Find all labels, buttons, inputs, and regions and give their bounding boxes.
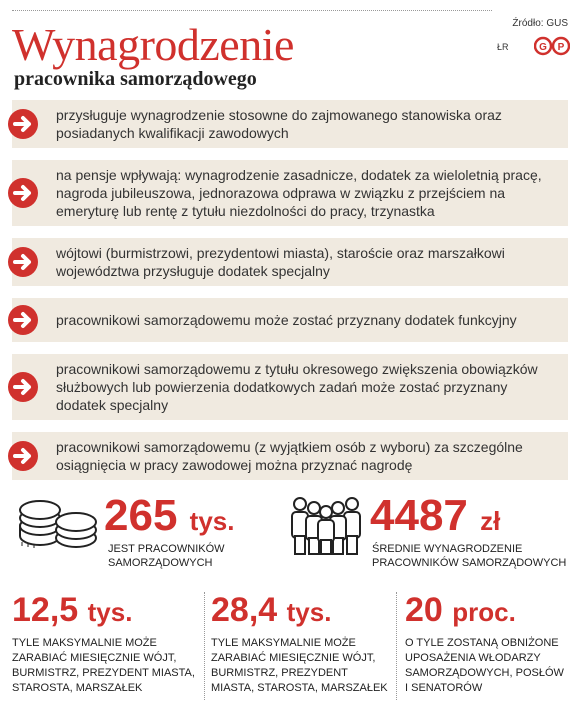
list-item-text: przysługuje wynagrodzenie stosowne do zajmowanego stanowiska oraz posiadanych kwalifikacji zawodowych <box>56 107 502 141</box>
stat-value: 12,5 tys. <box>12 591 133 629</box>
info-list <box>12 100 568 492</box>
stat-desc: TYLE MAKSYMALNIE MOŻE ZARABIAĆ MIESIĘCZNIE WÓJT, BURMISTRZ, PREZYDENT MIASTA, STAROSTA, MARSZAŁEK <box>12 637 195 694</box>
workers-desc: JEST PRACOWNIKÓW SAMORZĄDOWYCH <box>108 543 225 569</box>
arrow-right-icon <box>6 176 40 210</box>
list-item <box>12 432 568 480</box>
list-item <box>12 160 568 226</box>
stat-desc: O TYLE ZOSTANĄ OBNIŻONE UPOSAŻENIA WŁODARZY SAMORZĄDOWYCH, POSŁÓW I SENATORÓW <box>405 637 564 694</box>
list-item <box>12 100 568 148</box>
list-item <box>12 238 568 286</box>
coins-icon <box>16 496 100 552</box>
bottom-stats <box>12 592 568 702</box>
author-credit: ŁR <box>497 42 509 52</box>
workers-count: 265 tys. <box>104 491 235 540</box>
arrow-right-icon <box>6 439 40 473</box>
list-item-text: wójtowi (burmistrzowi, prezydentowi miasta), staroście oraz marszałkowi województwa przysługuje dodatek specjalny <box>56 245 505 279</box>
page-subtitle: pracownika samorządowego <box>14 68 257 90</box>
stat-value: 28,4 tys. <box>211 591 332 629</box>
arrow-right-icon <box>6 370 40 404</box>
list-item-text: pracownikowi samorządowemu z tytułu okresowego zwiększenia obowiązków służbowych lub powierzenia dodatkowych zadań może zostać przyznany dodatek specjalny <box>56 361 538 413</box>
list-item <box>12 298 568 342</box>
source-label: Źródło: GUS <box>512 18 568 29</box>
salary-desc: ŚREDNIE WYNAGRODZENIE PRACOWNIKÓW SAMORZĄDOWYCH <box>372 543 567 569</box>
salary-value: 4487 zł <box>370 491 501 540</box>
stat-column <box>204 592 390 700</box>
people-icon <box>286 494 366 556</box>
list-item-text: pracownikowi samorządowemu może zostać przyznany dodatek funkcyjny <box>56 312 517 328</box>
stats-row <box>12 488 568 584</box>
stat-value: 20 proc. <box>405 591 516 629</box>
svg-text:P: P <box>557 42 565 53</box>
top-rule <box>12 10 492 11</box>
arrow-right-icon <box>6 245 40 279</box>
list-item <box>12 354 568 420</box>
stat-column <box>396 592 568 700</box>
page-title: Wynagrodzenie <box>12 19 294 70</box>
stat-desc: TYLE MAKSYMALNIE MOŻE ZARABIAĆ MIESIĘCZNIE WÓJT, BURMISTRZ, PREZYDENT MIASTA, STAROSTA, MARSZAŁEK <box>211 637 388 694</box>
arrow-right-icon <box>6 303 40 337</box>
stat-column <box>12 592 198 700</box>
gp-logo-icon <box>534 36 570 56</box>
list-item-text: pracownikowi samorządowemu (z wyjątkiem osób z wyboru) za szczególne osiągnięcia w pracy zawodowej można przyznać nagrodę <box>56 439 523 473</box>
svg-text:G: G <box>539 42 547 53</box>
list-item-text: na pensje wpływają: wynagrodzenie zasadnicze, dodatek za wieloletnią pracę, nagroda jubileuszowa, jednorazowa odprawa w związku z przejściem na emeryturę lub rentę z tytułu niezdolności do pracy, trzynastka <box>56 167 542 219</box>
arrow-right-icon <box>6 107 40 141</box>
